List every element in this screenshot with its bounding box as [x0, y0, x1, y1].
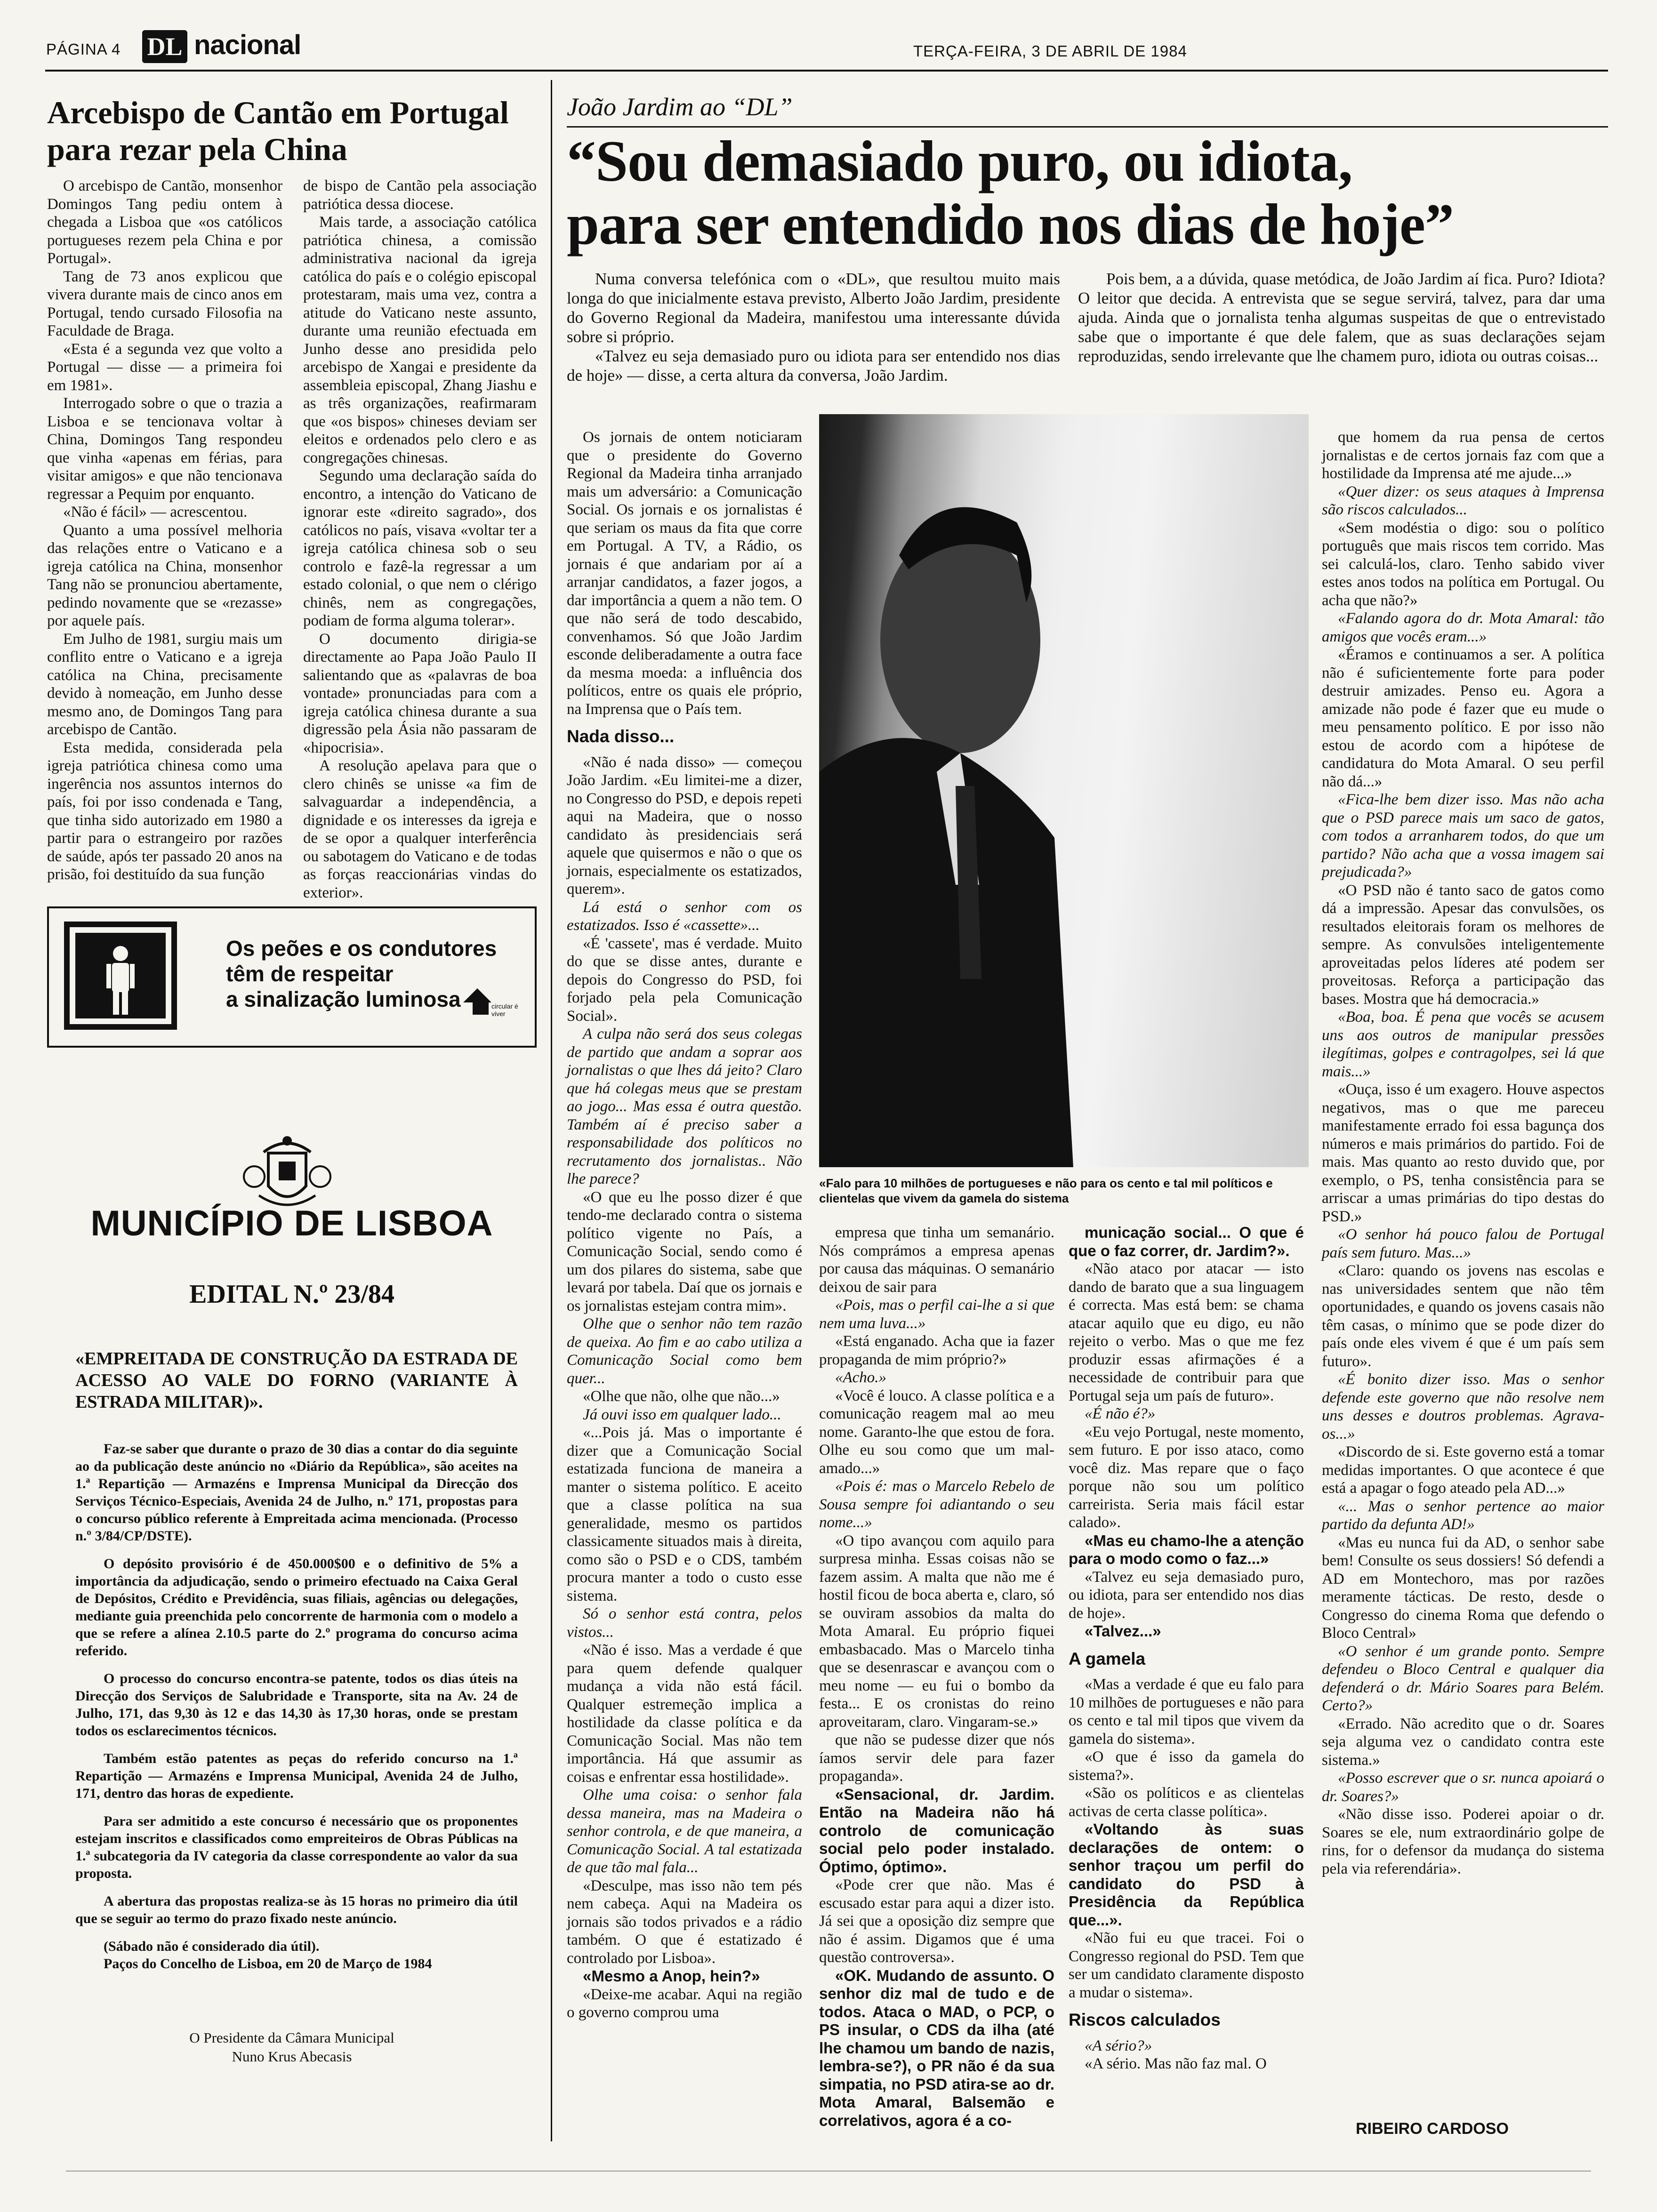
colB-body-item: «OK. Mudando de assunto. O senhor diz mal de tudo e de todos. Ataca o MAD, o PCP, o PS insular, o CDS da ilha (até lhe chamou um bando de nazis, lembra-se?), o PR não é da sua simpatia, no PSD atira-se ao dr. Mota Amaral, Balsemão e correlativos, agora é a co- — [819, 1966, 1054, 2129]
colC-body-item: «A sério?» — [1085, 2037, 1152, 2054]
traffic-ad — [47, 906, 537, 1048]
colC-body-item: «Talvez...» — [1085, 1622, 1161, 1640]
main-colB — [819, 1224, 1054, 2130]
byline: RIBEIRO CARDOSO — [1356, 2120, 1509, 2138]
page-date: TERÇA-FEIRA, 3 DE ABRIL DE 1984 — [913, 42, 1187, 60]
colC-body-item: «Não fui eu que tracei. Foi o Congresso regional do PSD. Tem que ser um candidato claramente disposto a mudar o sistema». — [1069, 1930, 1304, 2001]
colA-body-item: Olhe uma coisa: o senhor fala dessa maneira, mas na Madeira o senhor controla, e de que maneira, a Comunicação Social. A tal estatizada de que tão mal fala... — [567, 1787, 802, 1876]
left-col1-p6: Quanto a uma possível melhoria das relações entre o Vaticano e a igreja católica na China, monsenhor Tang não se pronunciou abertamente, pedindo novamente que se «rezasse» por aquele país. — [47, 521, 282, 629]
colC-body-item: «Não ataco por atacar — isto dando de barato que a sua linguagem é correcta. Mas está bem: se chama atacar aquilo que eu digo, eu não rejeito o verbo. Mas o que me fez produzir essas afirmações é a necessidade de contribuir para que Portugal seja um país de futuro». — [1069, 1260, 1304, 1404]
edital-note: (Sábado não é considerado dia útil). — [104, 1939, 320, 1954]
colA-body-item: «Não é nada disso» — começou João Jardim. «Eu limitei-me a dizer, no Congresso do PSD, e depois repeti aqui na Madeira, que o nosso candidato às presidenciais será aquele que quisermos e não o que os jornais, especialmente os estatizados, querem». — [567, 753, 802, 898]
colC-body-item: «Eu vejo Portugal, neste momento, sem futuro. E por isso ataco, como você diz. Mas repare que o faço porque não sou um político carreirista. Seria mais fácil estar calado». — [1069, 1423, 1304, 1531]
lead-left — [567, 269, 1060, 385]
edital-p5: Para ser admitido a este concurso é necessário que os proponentes estejam inscritos e classificados como empreiteiros de Obras Públicas na 1.ª subcategoria da IV categoria da classe correspondente ao valor da sua proposta. — [75, 1813, 518, 1881]
colC-body-item: A gamela — [1069, 1649, 1146, 1668]
traffic-ad-text — [226, 936, 497, 1012]
lead-right — [1078, 269, 1605, 366]
colD-body-item: «Não disse isso. Poderei apoiar o dr. Soares se ele, num extraordinário golpe de rins, for o defensor da mudança do sistema pela via referendária». — [1322, 1806, 1604, 1877]
left-col1-p8: Esta medida, considerada pela igreja patriótica chinesa como uma ingerência nos assuntos internos do país, foi por isso condenada e Tang, que tinha sido autorizado em 1980 a partir para o estrangeiro por razões de saúde, após ter passado 20 anos na prisão, foi destituído da sua função — [47, 739, 282, 883]
left-col2-p1: de bispo de Cantão pela associação patriótica dessa diocese. — [303, 177, 537, 213]
colD-body-item: «Discordo de si. Este governo está a tomar medidas importantes. O que acontece é que está a apagar o fogo ateado pela AD...» — [1322, 1443, 1604, 1497]
colA-heading: Nada disso... — [567, 727, 675, 746]
edital-subtitle: «EMPREITADA DE CONSTRUÇÃO DA ESTRADA DE ACESSO AO VALE DO FORNO (VARIANTE À ESTRADA MILITAR)». — [75, 1349, 518, 1412]
traffic-ad-line1: Os peões e os condutores — [226, 936, 497, 961]
left-title-line1: Arcebispo de Cantão em Portugal — [47, 95, 509, 130]
colD-body — [1322, 428, 1604, 1878]
colA-body-item: A culpa não será dos seus colegas de partido que andam a soprar aos jornalistas o que lhes dá jeito? Claro que há colegas meus que se prestam ao jogo... Mas essa é outra questão. Também aí é preciso saber a responsabilidade dos políticos no recrutamento dos jornalistas.. Não lhe parece? — [567, 1026, 802, 1187]
colA-body-item: «Não é isso. Mas a verdade é que para quem defende qualquer mudança a vida não está fácil. Qualquer estremeção implica a hostilidade da classe política e da Comunicação Social. Mas não tem importância. Há que assumir as coisas e enfrentar essa hostilidade». — [567, 1642, 802, 1786]
traffic-ad-line3: a sinalização luminosa — [226, 987, 461, 1011]
main-headline — [567, 130, 1607, 256]
colA-body-item: Lá está o senhor com os estatizados. Isso é «cassette»... — [567, 898, 802, 934]
edital-p2: O depósito provisório é de 450.000$00 e o definitivo de 5% a importância da adjudicação, sendo o primeiro efectuado na Caixa Geral de Depósitos, Crédito e Previdência, suas filiais, agências ou delegações, mediante guia preenchida pelo concorrente de harmonia com o modelo a que se refere a alínea 2.10.5 parte do 2.º programa do concurso acima referido. — [75, 1556, 518, 1659]
colD-body-item: «Quer dizer: os seus ataques à Imprensa são riscos calculados... — [1322, 483, 1604, 518]
colC-body-item: «Mas a verdade é que eu falo para 10 milhões de portugueses e não para os cento e tal mil tipos que vivem da gamela do sistema». — [1069, 1676, 1304, 1747]
colD-body-item: «É bonito dizer isso. Mas o senhor defende este governo que não resolve nem uns desses e doutros problemas. Agrava-os...» — [1322, 1371, 1604, 1443]
colB-body-item: «Pois, mas o perfil cai-lhe a si que nem uma luva...» — [819, 1297, 1054, 1332]
edital-date: Paços do Concelho de Lisboa, em 20 de Março de 1984 — [104, 1956, 432, 1972]
colD-body-item: «Sem modéstia o digo: sou o político português que mais riscos tem corrido. Mas sei calculá-los, claro. Tenho sabido viver estes anos todos na política em Portugal. Ou acha que não?» — [1322, 519, 1604, 609]
colC-body-item: «É não é?» — [1085, 1405, 1156, 1422]
colB-body-item: empresa que tinha um semanário. Nós comprámos a empresa apenas por causa das máquinas. O semanário deixou de sair para — [819, 1224, 1054, 1296]
colB-body — [819, 1224, 1054, 2130]
colC-body-item: «Talvez eu seja demasiado puro, ou idiota, para ser entendido nos dias de hoje». — [1069, 1568, 1304, 1622]
colA-body-item: «Mesmo a Anop, hein?» — [583, 1967, 760, 1985]
colD-body-item: «Falando agora do dr. Mota Amaral: tão amigos que vocês eram...» — [1322, 610, 1604, 645]
left-col1-p7: Em Julho de 1981, surgiu mais um conflito entre o Vaticano e a igreja católica na China, precisamente devido à nomeação, em Junho desse mesmo ano, de Domingos Tang para arcebispo de Cantão. — [47, 630, 282, 738]
colB-body-item: «Acho.» — [835, 1369, 887, 1386]
lead-right-p1: Pois bem, a a dúvida, quase metódica, de João Jardim aí fica. Puro? Idiota? O leitor que decida. A entrevista que se segue servirá, talvez, para dar uma ajuda. Ainda que o jornalista tenha algumas suspeitas de que o entrevistado sabe que o importante é que dele falem, que as suas declarações sejam reproduzidas, sendo irrelevante que lhe chamem puro, idiota ou outras coisas... — [1078, 270, 1605, 365]
section-name: nacional — [194, 30, 301, 60]
edital-sign-title: O Presidente da Câmara Municipal — [189, 2029, 394, 2046]
column-rule — [551, 80, 552, 2141]
colD-body-item: «Errado. Não acredito que o dr. Soares seja alguma vez o candidato contra este sistema.» — [1322, 1715, 1604, 1769]
portrait-silhouette-icon — [819, 414, 1309, 1167]
left-col1-p2: Tang de 73 anos explicou que vivera durante mais de cinco anos em Portugal, tendo cursado Filosofia na Faculdade de Braga. — [47, 268, 282, 339]
left-col2-p5: A resolução apelava para que o clero chinês se unisse «a fim de salvaguardar a independência, a dignidade e os interesses da igreja e de se opor a qualquer interferência ou sabotagem do Vaticano e de todas as forças reaccionárias vindas do exterior». — [303, 757, 537, 901]
pedestrian-signal-icon — [59, 917, 182, 1034]
edital-body — [75, 1440, 518, 1983]
colD-body-item: «... Mas o senhor pertence ao maior partido da defunta AD!» — [1322, 1498, 1604, 1533]
colA-body-item: Já ouvi isso em qualquer lado... — [583, 1406, 781, 1423]
colA-body-item: «É 'cassete', mas é verdade. Muito do que se disse antes, durante e depois do Congresso do PSD, foi forjado pela pela Comunicação Social». — [567, 935, 802, 1025]
left-col1-p1: O arcebispo de Cantão, monsenhor Domingos Tang pediu ontem à chegada a Lisboa que «os católicos portugueses rezem pela China e por Portugal». — [47, 177, 282, 267]
colA-body — [567, 753, 802, 2022]
colA-intro: Os jornais de ontem noticiaram que o presidente do Governo Regional da Madeira tinha arranjado mais um adversário: a Comunicação Social. Os jornais e os jornalistas é que seriam os maus da fita que corre em Portugal. A TV, a Rádio, os jornais é que andariam por aí a arranjar candidatos, a fazer jogos, a dar importância a quem a não tem. O que não será de todo descabido, convenhamos. Só que João Jardim esconde deliberadamente a outra face da mesma moeda: a influência dos políticos, entre os quais ele próprio, na Imprensa que o País tem. — [567, 429, 802, 718]
edital-sign-name: Nuno Krus Abecasis — [232, 2048, 352, 2065]
left-title-line2: para rezar pela China — [47, 131, 347, 167]
left-article-title — [47, 94, 537, 168]
joao-jardim-photo — [819, 414, 1309, 1167]
headline-line1: “Sou demasiado puro, ou idiota, — [567, 129, 1352, 193]
colB-body-item: que não se pudesse dizer que nós íamos servir dele para fazer propaganda». — [819, 1731, 1054, 1785]
colD-body-item: «Boa, boa. É pena que vocês se acusem uns aos outros de manipular pressões ilegítimas, golpes e contragolpes, sei lá que mais...» — [1322, 1009, 1604, 1080]
kicker-rule — [567, 126, 1608, 128]
colD-body-item: «Claro: quando os jovens nas escolas e nas universidades sentem que não têm oportunidades, e quando os jovens casais não têm casas, o mínimo que se pode dizer do país onde eles vivem é que é um país sem futuro». — [1322, 1262, 1604, 1370]
colB-body-item: «Pois é: mas o Marcelo Rebelo de Sousa sempre foi adiantando o seu nome...» — [819, 1478, 1054, 1531]
left-article-col2 — [303, 177, 537, 902]
main-colA — [567, 428, 802, 2022]
page-label: PÁGINA 4 — [46, 40, 121, 58]
colC-body-item: «Voltando às suas declarações de ontem: o senhor traçou um perfil do candidato do PSD à Presidência da República que...». — [1069, 1820, 1304, 1929]
colA-body-item: «...Pois já. Mas o importante é dizer que a Comunicação Social estatizada funciona de maneira a manter o sistema político. E aceito que a classe política na sua generalidade, mesmo os partidos classicamente situados mais à direita, como são o PSD e o CDS, também procura manter a todo o custo esse sistema. — [567, 1424, 802, 1604]
colA-body-item: «Desculpe, mas isso não tem pés nem cabeça. Aqui na Madeira os jornais são todos privados e a rádio também. O que é estatizado é controlado por Lisboa». — [567, 1877, 802, 1967]
colC-body-item: «Mas eu chamo-lhe a atenção para o modo como o faz...» — [1069, 1531, 1304, 1567]
left-article-col1 — [47, 177, 282, 884]
colA-body-item: «O que eu lhe posso dizer é que tendo-me declarado contra o sistema político vigente no País, a Comunicação Social, sendo como é um dos pilares do sistema, sabe que levará por tabela. Daí que os jornais e os jornalistas estejam contra mim». — [567, 1188, 802, 1314]
left-col2-p2: Mais tarde, a associação católica patriótica chinesa, a comissão administrativa nacional da igreja católica do país e o colégio episcopal protestaram, mais uma vez, contra a atitude do Vaticano neste assunto, durante uma reunião efectuada em Junho desse ano presidida pelo arcebispo de Xangai e presidente da assembleia episcopal, Zhang Jiashu e as três organizações, reafirmaram que «os bispos» chineses deviam ser eleitos e ordenados pelo clero e as congregações chinesas. — [303, 214, 537, 466]
newspaper-logo-icon: DL — [142, 30, 187, 63]
colB-body-item: «Você é louco. A classe política e a comunicação reagem mal ao meu nome. Garanto-lhe que estou de fora. Olhe eu sou como que um mal-amado...» — [819, 1387, 1054, 1477]
colC-body-item: Riscos calculados — [1069, 2010, 1221, 2029]
colA-body-item: «Deixe-me acabar. Aqui na região o governo comprou uma — [567, 1986, 802, 2021]
municipio-title: MUNICÍPIO DE LISBOA — [90, 1203, 493, 1243]
main-kicker: João Jardim ao “DL” — [567, 93, 793, 121]
edital-p6: A abertura das propostas realiza-se às 15 horas no primeiro dia útil que se seguir ao termo do prazo fixado neste anúncio. — [75, 1893, 518, 1926]
colC-body-item: «A sério. Mas não faz mal. O — [1085, 2055, 1267, 2072]
colB-body-item: «Está enganado. Acha que ia fazer propaganda de mim próprio?» — [819, 1333, 1054, 1368]
colD-body-item: «Posso escrever que o sr. nunca apoiará o dr. Soares?» — [1322, 1770, 1604, 1805]
colB-body-item: «Pode crer que não. Mas é escusado estar para aqui a dizer isto. Já sei que a oposição diz sempre que não é assim. Digamos que é uma questão controversa». — [819, 1876, 1054, 1966]
main-colD — [1322, 428, 1604, 1878]
edital-p4: Também estão patentes as peças do referido concurso na 1.ª Repartição — Armazéns e Imprensa Municipal, Avenida 24 de Julho, 171, dentro das horas de expediente. — [75, 1751, 518, 1801]
traffic-ad-logo-text: circular é viver — [491, 1002, 518, 1018]
lead-left-p2: «Talvez eu seja demasiado puro ou idiota para ser entendido nos dias de hoje» — disse, a certa altura da conversa, João Jardim. — [567, 347, 1060, 385]
colB-body-item: «Sensacional, dr. Jardim. Então na Madeira não há controlo de comunicação social pelo poder instalado. Óptimo, óptimo». — [819, 1785, 1054, 1875]
left-col2-p4: O documento dirigia-se directamente ao Papa João Paulo II salientando que as «palavras de boa vontade» pronunciadas para com a igreja católica chinesa durante a sua digressão pela Ásia não passaram de «hipocrisia». — [303, 630, 537, 756]
main-colC — [1069, 1224, 1304, 2073]
colD-body-item: «O PSD não é tanto saco de gatos como dá a impressão. Apesar das convulsões, os resultados eleitorais foram os melhores de sempre. As convulsões inteligentemente aproveitadas pelos líderes até podem ser proveitosas. Reforça a participação das bases. Mostra que há democracia.» — [1322, 882, 1604, 1008]
colD-body-item: «O senhor é um grande ponto. Sempre defendeu o Bloco Central e qualquer dia defenderá o dr. Mário Soares para Belém. Certo?» — [1322, 1643, 1604, 1714]
traffic-ad-line2: têm de respeitar — [226, 962, 394, 986]
edital-p1: Faz-se saber que durante o prazo de 30 dias a contar do dia seguinte ao da publicação deste anúncio no «Diário da República», são aceites na 1.ª Repartição — Armazéns e Imprensa Municipal da Direcção dos Serviços Técnico-Especiais, Avenida 24 de Julho, n.º 171, propostas para o concurso público referente à Empreitada acima mencionada. (Processo n.º 3/84/CP/DSTE). — [75, 1441, 518, 1544]
lead-left-p1: Numa conversa telefónica com o «DL», que resultou muito mais longa do que inicialmente estava previsto, Alberto João Jardim, presidente do Governo Regional da Madeira, manifestou uma interessante dúvida sobre si próprio. — [567, 270, 1060, 346]
colD-body-item: «Éramos e continuamos a ser. A política não é suficientemente forte para poder destruir amizades. Penso eu. Agora a amizade não pode é fazer que eu mude o meu pensamento político. E por isso não estou de acordo com a hipótese de candidatura do Mota Amaral. O seu perfil não dá...» — [1322, 646, 1604, 790]
colD-body-item: que homem da rua pensa de certos jornalistas e de certos jornais faz com que a hostilidade da Imprensa até me ajude...» — [1322, 429, 1604, 482]
photo-caption: «Falo para 10 milhões de portugueses e não para os cento e tal mil políticos e clientelas que vivem da gamela do sistema — [819, 1176, 1273, 1205]
left-col1-p3: «Esta é a segunda vez que volto a Portugal — disse — a primeira foi em 1981». — [47, 340, 282, 394]
colD-body-item: «Fica-lhe bem dizer isso. Mas não acha que o PSD parece mais um saco de gatos, com todos a arranharem todos, do que um partido? Não acha que a vossa imagem sai prejudicada?» — [1322, 791, 1604, 881]
headline-line2: para ser entendido nos dias de hoje” — [567, 192, 1454, 256]
colA-body-item: Só o senhor está contra, pelos vistos... — [567, 1605, 802, 1641]
colD-body-item: «O senhor há pouco falou de Portugal país sem futuro. Mas...» — [1322, 1226, 1604, 1261]
colC-body-item: «O que é isso da gamela do sistema?». — [1069, 1748, 1304, 1784]
left-col1-p5: «Não é fácil» — acrescentou. — [63, 504, 248, 521]
colA-body-item: Olhe que o senhor não tem razão de queixa. Ao fim e ao cabo utiliza a Comunicação Social como bem quer... — [567, 1315, 802, 1387]
header-rule — [45, 70, 1608, 72]
colC-body — [1069, 1224, 1304, 2073]
colD-body-item: «Mas eu nunca fui da AD, o senhor sabe bem! Consulte os seus dossiers! Só defendi a AD em Montechoro, mas por razões meramente tácticas. De resto, desde o Congresso do cinema Roma que defendo o Bloco Central» — [1322, 1534, 1604, 1642]
edital-signature — [47, 2028, 537, 2066]
edital-p3: O processo do concurso encontra-se patente, todos os dias úteis na Direcção dos Serviços de Salubridade e Transporte, sita na Av. 24 de Julho, 171, das 9,30 às 12 e das 14,30 às 17,30 horas, onde se prestam todos os esclarecimentos técnicos. — [75, 1671, 518, 1739]
colD-body-item: «Ouça, isso é um exagero. Houve aspectos negativos, mas o que me pareceu manifestamente errado foi essa bagunça dos números e mais primários do partido. Foi de mais. Mas quanto ao resto duvido que, por exemplo, o PS, tenha consistência para se arriscar a umas primárias do tipo destas do PSD.» — [1322, 1081, 1604, 1225]
colA-body-item: «Olhe que não, olhe que não...» — [583, 1388, 780, 1405]
left-col1-p4: Interrogado sobre o que o trazia a Lisboa e se tencionava voltar à China, Domingos Tang respondeu que vinha «apenas em férias, para visitar amigos» e que não tencionava regressar a Pequim por enquanto. — [47, 395, 282, 503]
bottom-rule — [66, 2171, 1591, 2172]
edital-number: EDITAL N.º 23/84 — [189, 1280, 394, 1309]
municipio-notice — [47, 1064, 537, 2118]
colB-body-item: «O tipo avançou com aquilo para surpresa minha. Essas coisas não se fazem assim. A malta que não me é hostil ficou de boca aberta e, claro, só se ouviram assobios da malta do Mota Amaral. Eu próprio fiquei embasbacado. Mas o Marcelo tinha que se desenrascar e avançou com o meu nome — eu fui o bombo da festa... E os cronistas do reino aproveitaram, claro. Vingaram-se.» — [819, 1532, 1054, 1731]
colC-body-item: municação social... O que é que o faz correr, dr. Jardim?». — [1069, 1224, 1304, 1259]
left-col2-p3: Segundo uma declaração saída do encontro, a intenção do Vaticano de ignorar este «direito sagrado», dos católicos no país, visava «voltar ter a igreja católica chinesa sob o seu controlo e fazê-la regressar a um estado colonial, o que nem o clérigo chinês, nem as congregações, podiam de forma alguma tolerar». — [303, 467, 537, 629]
colC-body-item: «São os políticos e as clientelas activas de certa classe política». — [1069, 1785, 1304, 1820]
